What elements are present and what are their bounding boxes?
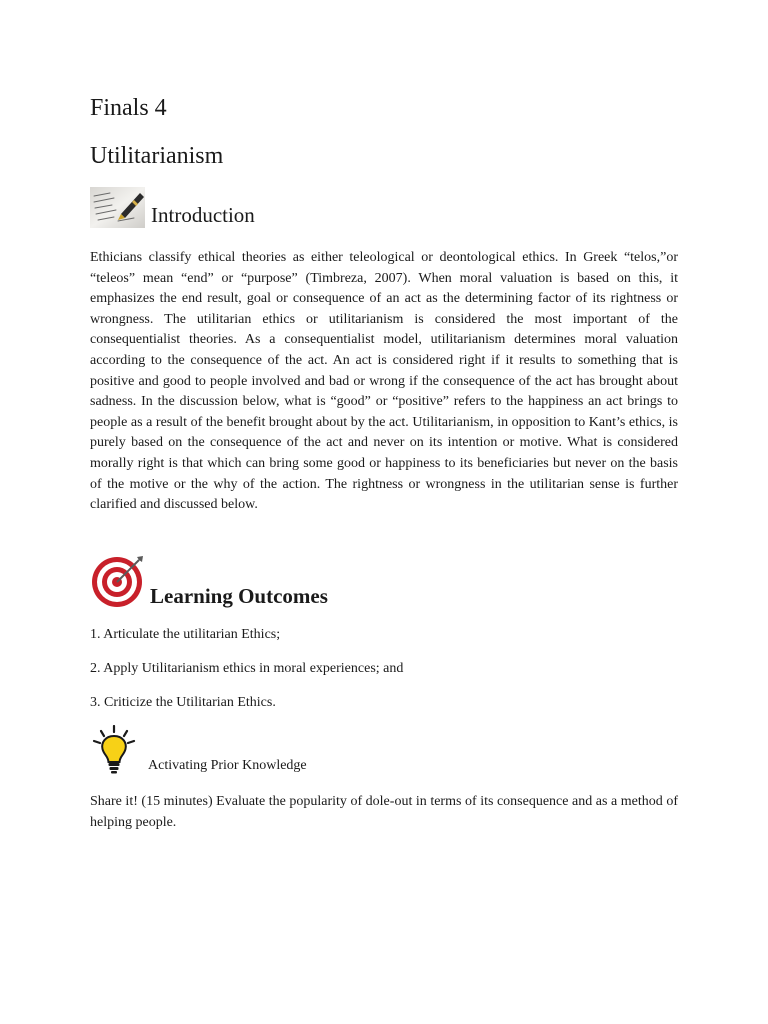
introduction-header xyxy=(90,187,255,228)
pen-writing-icon xyxy=(90,187,145,228)
learning-outcome-item: 3. Criticize the Utilitarian Ethics. xyxy=(90,695,276,710)
introduction-paragraph: Ethicians classify ethical theories as either teleological or deontological ethics. In Greek “telos,”or “teleos” mean “end” or “purpose” (Timbreza, 2007). When moral valuation is based on this, it emphasizes the end result, goal or consequence of an act as the determining factor of its rightness or wrongness. The utilitarian ethics or utilitarianism is considered the most important of the consequentialist theories. As a consequentialist model, utilitarianism determines moral valuation according to the consequence of the act. An act is considered right if it results to something that is positive and good to people involved and bad or wrong if the consequence of the act has brought about sadness. In the discussion below, what is “good” or “positive” refers to the happiness an act brings to people as a result of the benefit brought about by the act. Utilitarianism, in opposition to Kant’s ethics, is purely based on the consequence of the act and never on its intention or motive. What is considered morally right is that which can bring some good or happiness to its beneficiaries but never on the basis of the motive or the why of the action. The rightness or wrongness in the utilitarian sense is further clarified and discussed below. xyxy=(90,250,678,513)
lightbulb-icon xyxy=(90,725,138,775)
introduction-heading: Introduction xyxy=(151,203,255,227)
activating-prior-knowledge-header xyxy=(90,725,307,775)
document-subtitle: Utilitarianism xyxy=(90,143,224,169)
learning-outcome-item: 1. Articulate the utilitarian Ethics; xyxy=(90,627,281,642)
learning-outcomes-heading: Learning Outcomes xyxy=(150,584,328,608)
learning-outcome-item: 2. Apply Utilitarianism ethics in moral experiences; and xyxy=(90,661,404,676)
share-it-paragraph: Share it! (15 minutes) Evaluate the popularity of dole-out in terms of its consequence and as a method of helping people. xyxy=(90,794,678,830)
target-icon xyxy=(90,553,146,609)
learning-outcomes-header xyxy=(90,553,328,609)
document-title: Finals 4 xyxy=(90,95,167,121)
activating-prior-knowledge-heading: Activating Prior Knowledge xyxy=(148,758,307,773)
